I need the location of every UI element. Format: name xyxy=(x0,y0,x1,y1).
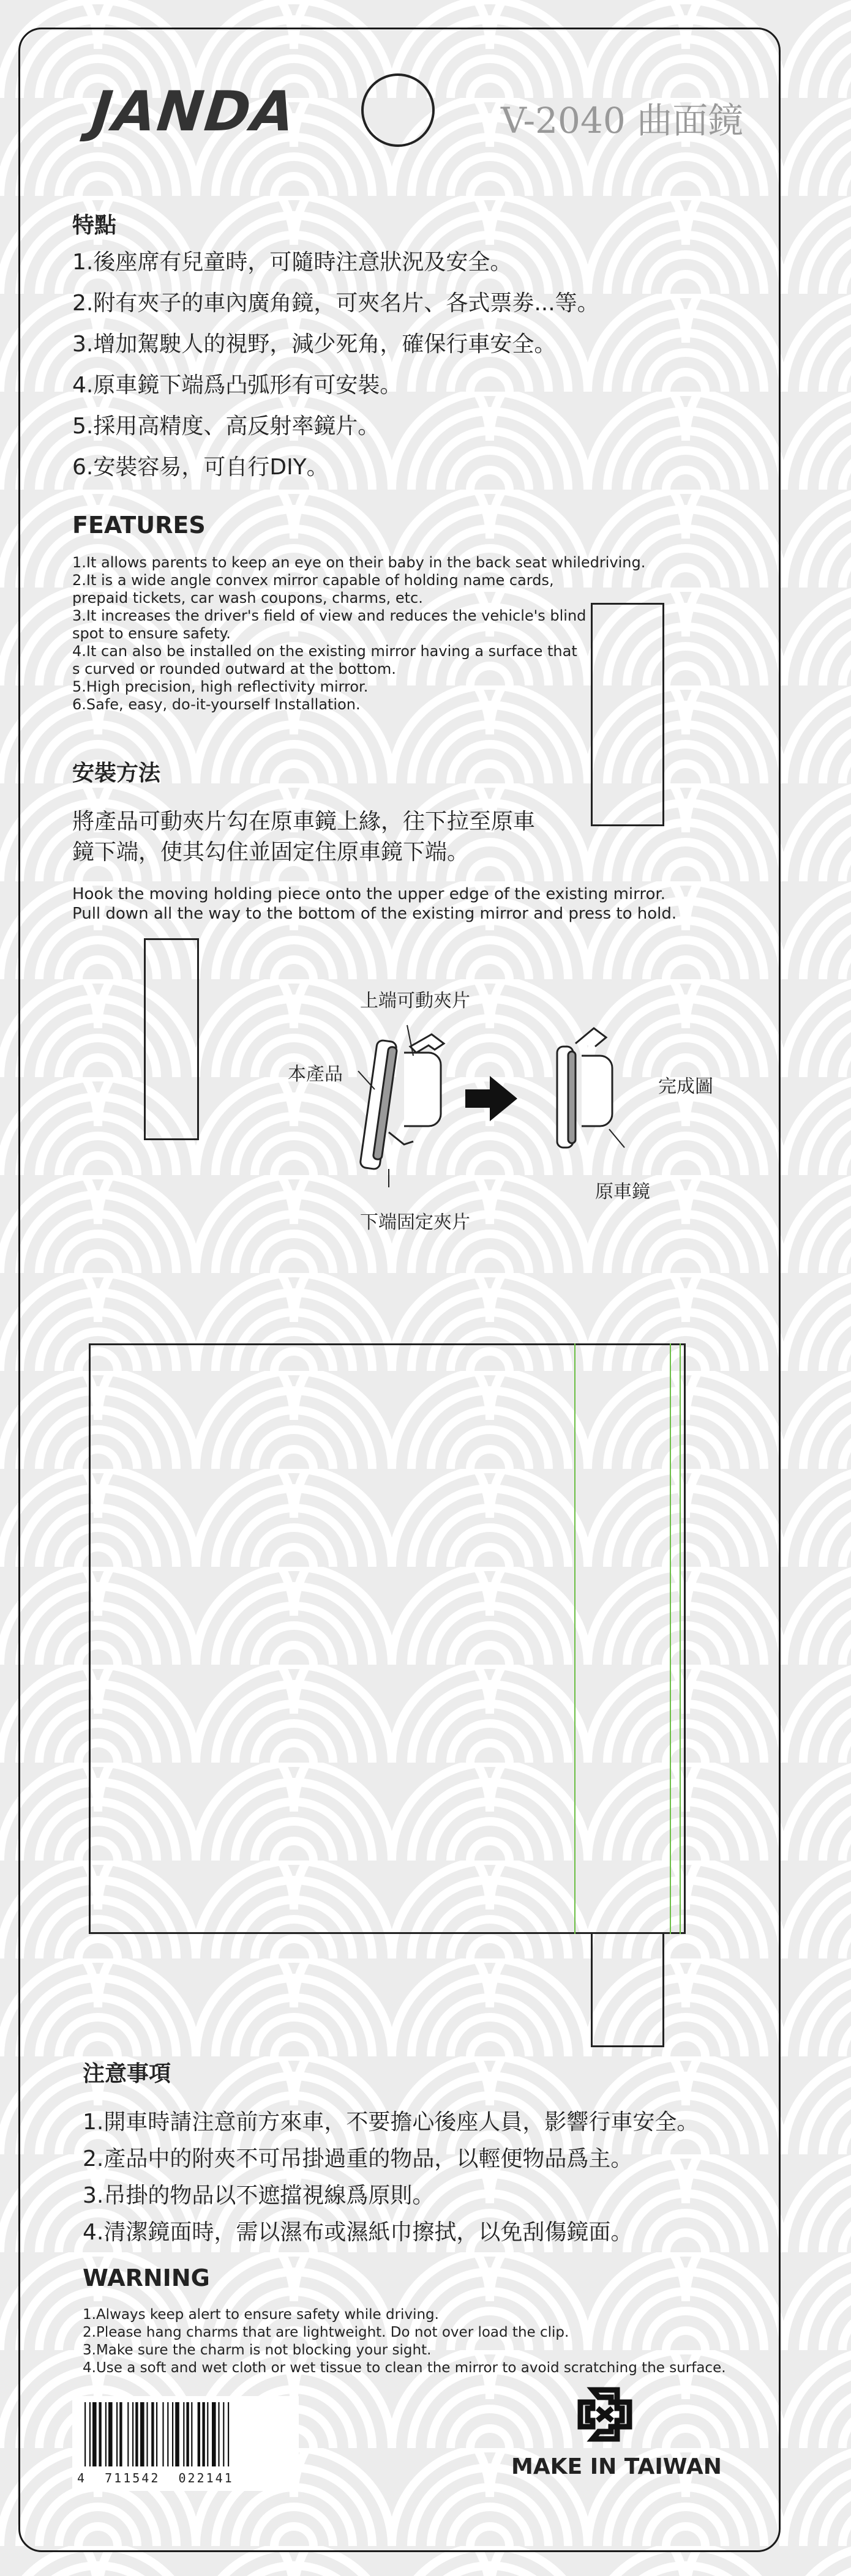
warning-line: 2.Please hang charms that are lightweight. Do not over load the clip. xyxy=(83,2324,569,2340)
install-title: 安裝方法 xyxy=(72,761,161,786)
barcode-bar xyxy=(162,2402,163,2466)
barcode xyxy=(72,2396,299,2491)
feature-zh-item: 4.原車鏡下端爲凸弧形有可安裝。 xyxy=(72,373,402,398)
install-en-line: Hook the moving holding piece onto the upper edge of the existing mirror. xyxy=(72,885,665,903)
features-zh-list xyxy=(72,242,599,488)
barcode-bar xyxy=(172,2402,173,2466)
label-top-clip: 上端可動夾片 xyxy=(360,990,470,1012)
blister-window xyxy=(89,1343,686,1934)
barcode-bar xyxy=(223,2402,224,2466)
barcode-bar xyxy=(135,2402,138,2466)
caution-title: 注意事項 xyxy=(83,2061,171,2086)
feature-en-line: 1.It allows parents to keep an eye on their baby in the back seat whiledriving. xyxy=(72,554,646,571)
leader-top-clip xyxy=(407,1025,413,1056)
barcode-bar xyxy=(105,2402,107,2466)
caution-item: 4.清潔鏡面時，需以濕布或濕紙巾擦拭，以免刮傷鏡面。 xyxy=(83,2220,633,2245)
barcode-bar xyxy=(132,2402,133,2466)
recycle-icon xyxy=(574,2384,635,2445)
feature-en-line: 5.High precision, high reflectivity mirror. xyxy=(72,678,369,695)
barcode-bar xyxy=(127,2402,129,2466)
barcode-bar xyxy=(89,2402,91,2466)
barcode-bar xyxy=(167,2402,168,2466)
barcode-bar xyxy=(212,2402,216,2466)
barcode-bar xyxy=(156,2402,157,2466)
die-cut-slot-right xyxy=(591,603,664,826)
barcode-bar xyxy=(186,2402,189,2466)
barcode-bar xyxy=(202,2402,204,2466)
die-cut-slot-left xyxy=(144,938,199,1140)
barcode-bars xyxy=(72,2396,299,2473)
barcode-bar xyxy=(116,2402,118,2466)
barcode-bar xyxy=(228,2402,229,2466)
barcode-bar xyxy=(218,2402,219,2466)
arrow-right-icon xyxy=(465,1076,517,1121)
barcode-bar xyxy=(119,2402,122,2466)
feature-zh-item: 1.後座席有兒童時，可隨時注意狀況及安全。 xyxy=(72,250,512,275)
install-zh-text xyxy=(72,807,535,868)
feature-en-line: 2.It is a wide angle convex mirror capable of holding name cards, xyxy=(72,572,554,589)
feature-zh-item: 5.採用高精度、高反射率鏡片。 xyxy=(72,414,380,439)
fold-line xyxy=(574,1343,575,1934)
barcode-bar xyxy=(146,2402,148,2466)
install-en-text xyxy=(72,884,677,924)
warning-line: 3.Make sure the charm is not blocking your sight. xyxy=(83,2342,432,2358)
install-zh-line: 鏡下端，使其勾住並固定住原車鏡下端。 xyxy=(72,840,470,865)
label-product: 本產品 xyxy=(288,1064,343,1085)
feature-zh-item: 2.附有夾子的車內廣角鏡，可夾名片、各式票劵...等。 xyxy=(72,291,599,316)
barcode-bar xyxy=(99,2402,101,2466)
model-name: V-2040 曲面鏡 xyxy=(501,100,744,141)
feature-zh-item: 6.安裝容易，可自行DIY。 xyxy=(72,455,329,480)
caution-item: 2.產品中的附夾不可吊掛過重的物品，以輕便物品爲主。 xyxy=(83,2146,633,2171)
origin-label: MAKE IN TAIWAN xyxy=(511,2454,722,2479)
features-zh-title: 特點 xyxy=(72,213,117,238)
feature-en-line: spot to ensure safety. xyxy=(72,625,231,642)
warning-line: 4.Use a soft and wet cloth or wet tissue to clean the mirror to avoid scratching the surface. xyxy=(83,2360,726,2376)
caution-item: 3.吊掛的物品以不遮擋視線爲原則。 xyxy=(83,2183,435,2208)
janda-logo: JANDA xyxy=(88,80,299,144)
barcode-bar xyxy=(207,2402,208,2466)
caution-list xyxy=(83,2104,699,2251)
barcode-bar xyxy=(92,2402,97,2466)
barcode-bar xyxy=(151,2402,154,2466)
die-cut-slot-bottom xyxy=(591,1934,664,2047)
barcode-bar xyxy=(183,2402,184,2466)
barcode-digits: 4 711542 022141 xyxy=(77,2471,234,2485)
barcode-bar xyxy=(108,2402,113,2466)
feature-zh-item: 3.增加駕駛人的視野，減少死角，確保行車安全。 xyxy=(72,332,557,357)
mirror-product-icon xyxy=(360,1034,444,1170)
barcode-bar xyxy=(84,2402,86,2466)
feature-en-line: 3.It increases the driver's field of view and reduces the vehicle's blind xyxy=(72,607,587,624)
barcode-bar xyxy=(198,2402,200,2466)
label-original-mirror: 原車鏡 xyxy=(595,1181,650,1203)
feature-en-line: 4.It can also be installed on the existing mirror having a surface that xyxy=(72,643,577,660)
warning-list xyxy=(83,2306,726,2377)
features-en-list xyxy=(72,554,645,714)
warning-title: WARNING xyxy=(83,2264,210,2291)
barcode-bar xyxy=(175,2402,179,2466)
barcode-bar xyxy=(191,2402,192,2466)
barcode-bar xyxy=(140,2402,144,2466)
fold-line xyxy=(680,1343,681,1934)
fold-line xyxy=(670,1343,671,1934)
feature-en-line: 6.Safe, easy, do-it-yourself Installation. xyxy=(72,696,361,713)
caution-item: 1.開車時請注意前方來車，不要擔心後座人員，影響行車安全。 xyxy=(83,2110,699,2135)
label-bottom-clip: 下端固定夾片 xyxy=(360,1212,470,1233)
hang-hole xyxy=(361,73,435,147)
leader-original-mirror xyxy=(609,1129,624,1148)
installation-diagram xyxy=(331,1004,673,1212)
label-done: 完成圖 xyxy=(658,1076,713,1097)
warning-line: 1.Always keep alert to ensure safety while driving. xyxy=(83,2307,439,2323)
install-en-line: Pull down all the way to the bottom of the existing mirror and press to hold. xyxy=(72,905,677,923)
install-zh-line: 將產品可動夾片勾在原車鏡上緣，往下拉至原車 xyxy=(72,809,536,834)
features-en-title: FEATURES xyxy=(72,512,206,539)
mirror-installed-icon xyxy=(557,1028,612,1148)
feature-en-line: s curved or rounded outward at the bottom. xyxy=(72,660,396,678)
feature-en-line: prepaid tickets, car wash coupons, charms, etc. xyxy=(72,589,423,607)
